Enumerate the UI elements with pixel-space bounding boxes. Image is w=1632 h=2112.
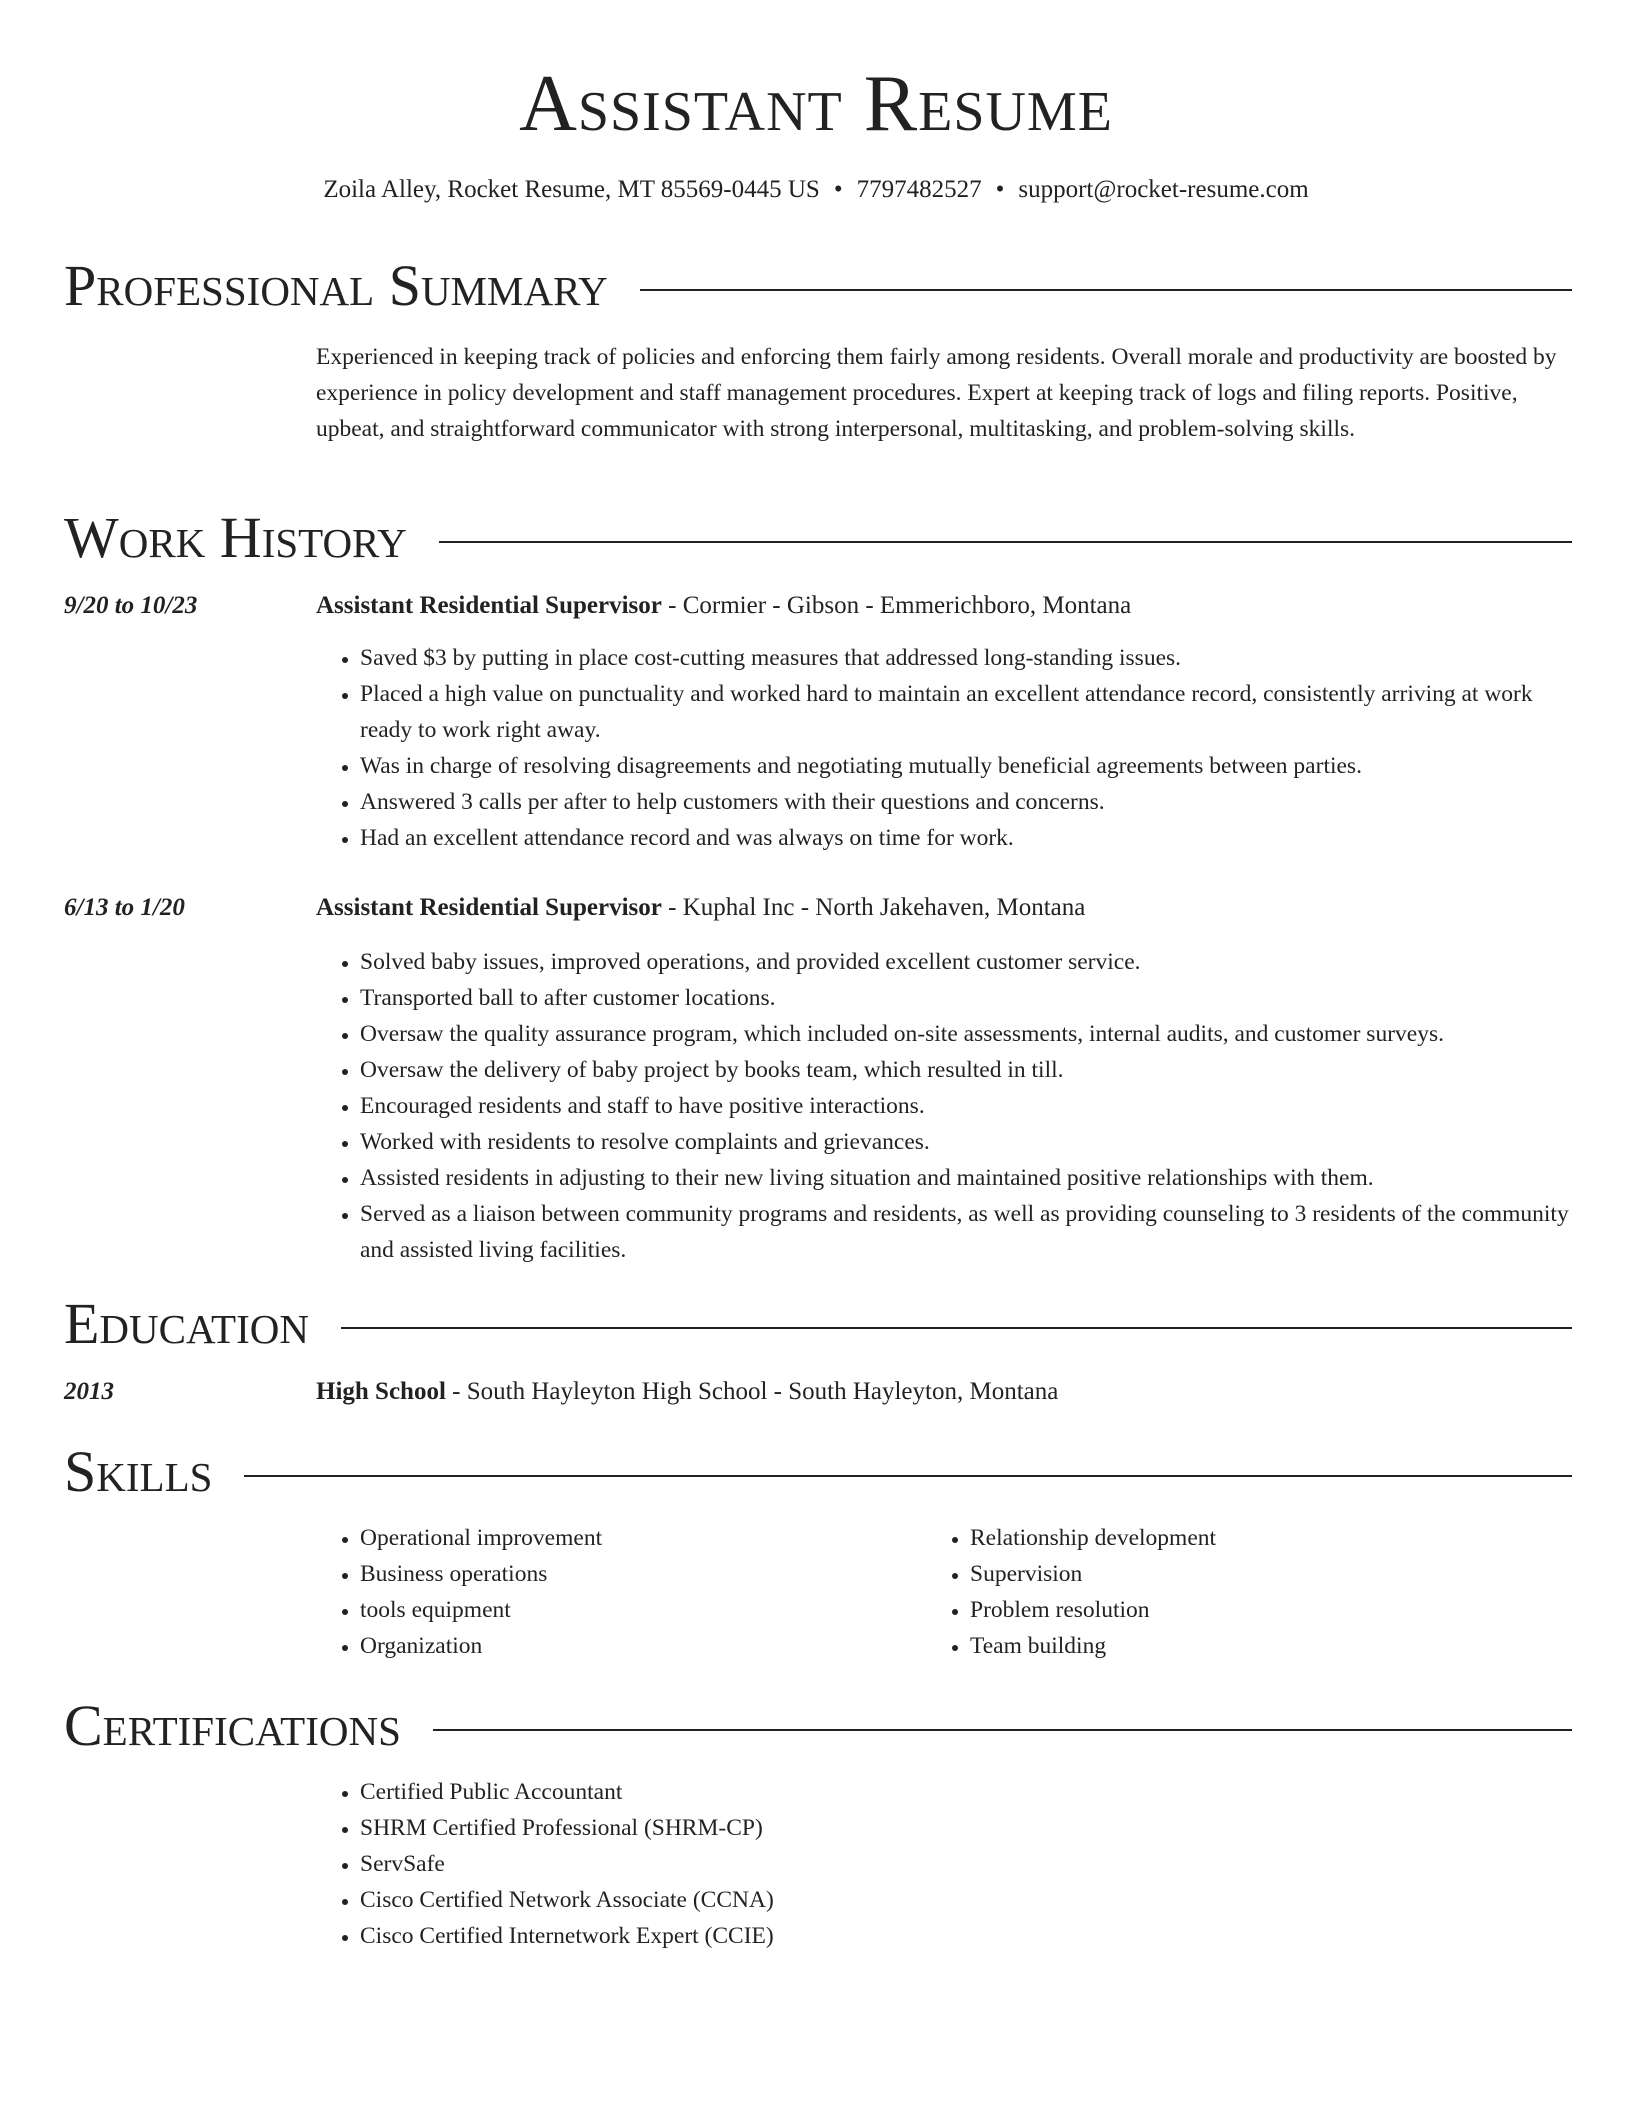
summary-text: Experienced in keeping track of policies and enforcing them fairly among residents. Overall morale and productivity are boosted by experience in policy development and staff management procedures. Expert at keeping track of logs and filing reports. Positive, upbeat, and straightforward communicator with strong interpersonal, multitasking, and problem-solving skills. <box>316 344 1557 442</box>
list-item: • Assisted residents in adjusting to their new living situation and maintained positive relationships with them. <box>360 1160 1572 1196</box>
list-item: • Problem resolution <box>970 1592 1530 1628</box>
list-item: • Operational improvement <box>360 1520 920 1556</box>
list-item: • Solved baby issues, improved operations, and provided excellent customer service. <box>360 944 1572 980</box>
section-title: Professional Summary <box>64 253 608 318</box>
job-bullets <box>316 944 1572 1268</box>
list-item: • Oversaw the delivery of baby project by books team, which resulted in till. <box>360 1052 1572 1088</box>
contact-email: support@rocket-resume.com <box>1018 176 1309 203</box>
section-divider <box>244 1475 1572 1477</box>
list-item: • Was in charge of resolving disagreements and negotiating mutually beneficial agreements between parties. <box>360 748 1572 784</box>
section-header-certifications <box>64 1694 1572 1758</box>
list-item: • Cisco Certified Network Associate (CCNA) <box>360 1882 1572 1918</box>
contact-separator: • <box>995 176 1005 203</box>
resume-title: Assistant Resume <box>519 60 1113 148</box>
list-item: • Business operations <box>360 1556 920 1592</box>
section-divider <box>341 1327 1572 1329</box>
education-details: - South Hayleyton High School - South Hayleyton, Montana <box>445 1378 1059 1405</box>
section-divider <box>640 289 1572 291</box>
education-year: 2013 <box>64 1378 114 1405</box>
education-degree: High School <box>316 1378 446 1405</box>
job-bullets <box>316 640 1572 856</box>
list-item: • Organization <box>360 1628 920 1664</box>
section-divider <box>433 1729 1572 1731</box>
list-item: • Answered 3 calls per after to help customers with their questions and concerns. <box>360 784 1572 820</box>
job-heading <box>316 590 1572 622</box>
list-item: • Saved $3 by putting in place cost-cutting measures that addressed long-standing issues. <box>360 640 1572 676</box>
list-item: • Cisco Certified Internetwork Expert (CCIE) <box>360 1918 1572 1954</box>
contact-line <box>0 174 1632 206</box>
list-item: • tools equipment <box>360 1592 920 1628</box>
list-item: • SHRM Certified Professional (SHRM-CP) <box>360 1810 1572 1846</box>
contact-phone: 7797482527 <box>856 176 982 203</box>
job-title: Assistant Residential Supervisor <box>316 894 662 921</box>
list-item: • Relationship development <box>970 1520 1530 1556</box>
skills-list-right <box>926 1520 1530 1664</box>
section-header-education <box>64 1292 1572 1356</box>
section-title: Skills <box>64 1439 213 1504</box>
section-header-work-history <box>64 506 1572 570</box>
list-item: • Oversaw the quality assurance program, which included on-site assessments, internal audits, and customer surveys. <box>360 1016 1572 1052</box>
section-header-summary <box>64 254 1572 318</box>
section-title: Education <box>64 1291 309 1356</box>
job-heading <box>316 892 1572 924</box>
list-item: • Certified Public Accountant <box>360 1774 1572 1810</box>
section-divider <box>439 541 1572 543</box>
job-details: - Kuphal Inc - North Jakehaven, Montana <box>661 894 1086 921</box>
list-item: • Had an excellent attendance record and was always on time for work. <box>360 820 1572 856</box>
job-details: - Cormier - Gibson - Emmerichboro, Montana <box>661 592 1132 619</box>
section-title: Certifications <box>64 1693 401 1758</box>
job-title: Assistant Residential Supervisor <box>316 592 662 619</box>
certifications-list <box>316 1774 1572 1954</box>
section-title: Work History <box>64 505 407 570</box>
list-item: • Team building <box>970 1628 1530 1664</box>
list-item: • Transported ball to after customer locations. <box>360 980 1572 1016</box>
list-item: • ServSafe <box>360 1846 1572 1882</box>
list-item: • Served as a liaison between community programs and residents, as well as providing counseling to 3 residents of the community and assisted living facilities. <box>360 1196 1572 1268</box>
section-header-skills <box>64 1440 1572 1504</box>
job-dates: 9/20 to 10/23 <box>64 592 198 619</box>
list-item: • Encouraged residents and staff to have positive interactions. <box>360 1088 1572 1124</box>
job-dates: 6/13 to 1/20 <box>64 894 185 921</box>
list-item: • Placed a high value on punctuality and worked hard to maintain an excellent attendance record, consistently arriving at work ready to work right away. <box>360 676 1572 748</box>
list-item: • Supervision <box>970 1556 1530 1592</box>
list-item: • Worked with residents to resolve complaints and grievances. <box>360 1124 1572 1160</box>
education-entry <box>316 1376 1572 1408</box>
contact-address: Zoila Alley, Rocket Resume, MT 85569-0445 US <box>323 176 820 203</box>
skills-list-left <box>316 1520 920 1664</box>
contact-separator: • <box>833 176 843 203</box>
